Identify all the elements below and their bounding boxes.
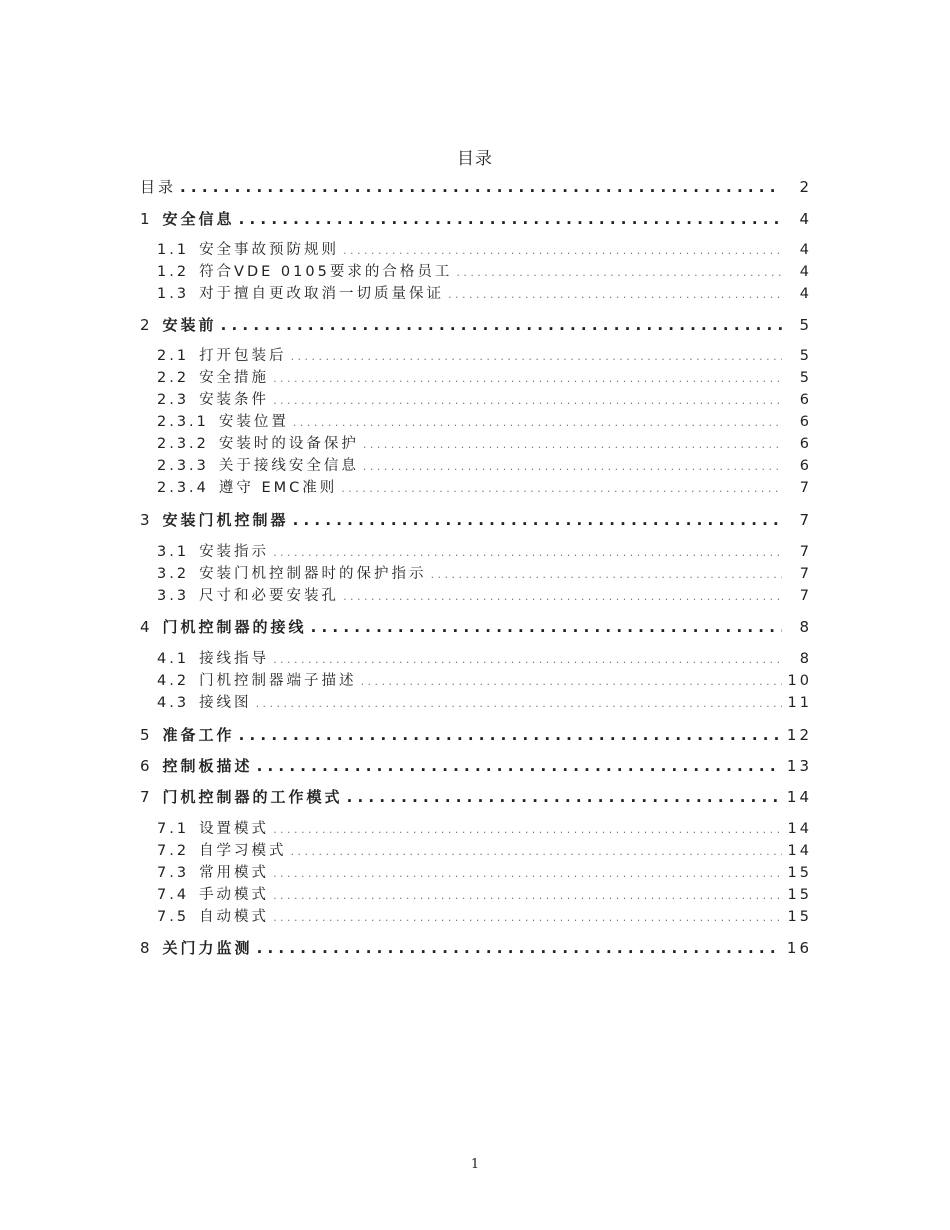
toc-entry[interactable] — [157, 476, 812, 498]
toc-entry[interactable] — [157, 562, 812, 584]
toc-entry[interactable] — [157, 647, 812, 669]
toc-entry-page: 6 — [799, 414, 812, 430]
toc-entry-number: 6 — [140, 757, 153, 775]
toc-entry-title: 关于接线安全信息 — [218, 458, 359, 474]
toc-entry-title: 安装前 — [162, 316, 217, 334]
toc-leader-dots — [239, 210, 782, 228]
toc-entry[interactable] — [140, 314, 812, 336]
toc-entry[interactable] — [157, 366, 812, 388]
toc-leader-dots — [341, 482, 782, 495]
toc-entry[interactable] — [157, 238, 812, 260]
toc-entry-title: 目录 — [140, 178, 177, 196]
toc-leader-dots — [273, 653, 782, 666]
toc-entry-title: 设置模式 — [199, 821, 270, 837]
toc-entry-page: 10 — [787, 673, 812, 689]
toc-entry[interactable] — [140, 208, 812, 230]
toc-entry-page: 6 — [799, 436, 812, 452]
toc-leader-dots — [343, 590, 782, 603]
toc-entry[interactable] — [140, 755, 812, 777]
toc-leader-dots — [456, 266, 782, 279]
toc-leader-dots — [431, 568, 782, 581]
toc-entry-page: 8 — [799, 618, 812, 636]
toc-entry-page: 7 — [799, 480, 812, 496]
toc-entry[interactable] — [140, 786, 812, 808]
toc-entry[interactable] — [157, 584, 812, 606]
toc-entry-number: 7 — [140, 788, 153, 806]
toc-entry-number: 2.1 — [157, 348, 190, 364]
toc-entry[interactable] — [140, 176, 812, 198]
toc-entry-title: 门机控制器的接线 — [162, 618, 307, 636]
toc-entry-title: 安装指示 — [199, 544, 270, 560]
toc-entry-page: 7 — [799, 511, 812, 529]
toc-entry-page: 8 — [799, 651, 812, 667]
toc-entry-number: 2.2 — [157, 370, 190, 386]
toc-entry-title: 安装门机控制器时的保护指示 — [199, 566, 427, 582]
toc-entry-title: 常用模式 — [199, 865, 270, 881]
toc-entry-number: 4.1 — [157, 651, 190, 667]
toc-entry-number: 1.2 — [157, 264, 190, 280]
toc-leader-dots — [256, 697, 782, 710]
toc-entry-title: 手动模式 — [199, 887, 270, 903]
toc-entry-number: 1.1 — [157, 242, 190, 258]
toc-entry-page: 2 — [799, 178, 812, 196]
toc-entry[interactable] — [157, 817, 812, 839]
toc-entry-title: 自学习模式 — [199, 843, 287, 859]
toc-entry-title: 安装位置 — [218, 414, 289, 430]
toc-leader-dots — [221, 316, 782, 334]
toc-entry[interactable] — [157, 883, 812, 905]
toc-entry-title: 符合VDE 0105要求的合格员工 — [199, 264, 453, 280]
toc-leader-dots — [291, 350, 782, 363]
toc-entry-number: 2.3 — [157, 392, 190, 408]
toc-entry-page: 5 — [799, 348, 812, 364]
toc-entry[interactable] — [157, 410, 812, 432]
toc-entry-page: 5 — [799, 316, 812, 334]
toc-leader-dots — [239, 726, 782, 744]
toc-leader-dots — [361, 675, 782, 688]
toc-leader-dots — [293, 511, 782, 529]
toc-entry-title: 安全措施 — [199, 370, 270, 386]
toc-entry[interactable] — [157, 905, 812, 927]
toc-entry-number: 3.2 — [157, 566, 190, 582]
toc-entry-title: 对于擅自更改取消一切质量保证 — [199, 286, 445, 302]
toc-leader-dots — [257, 757, 782, 775]
toc-entry-number: 1.3 — [157, 286, 190, 302]
toc-leader-dots — [273, 889, 782, 902]
toc-entry[interactable] — [157, 861, 812, 883]
toc-entry-page: 5 — [799, 370, 812, 386]
toc-entry-number: 5 — [140, 726, 153, 744]
toc-entry-title: 控制板描述 — [162, 757, 253, 775]
toc-entry-number: 2.3.1 — [157, 414, 209, 430]
toc-entry[interactable] — [157, 344, 812, 366]
toc-entry-number: 3.1 — [157, 544, 190, 560]
toc-leader-dots — [273, 546, 782, 559]
toc-entry-title: 安装时的设备保护 — [218, 436, 359, 452]
toc-entry-number: 2.3.2 — [157, 436, 209, 452]
toc-entry-number: 7.4 — [157, 887, 190, 903]
toc-entry-title: 安装条件 — [199, 392, 270, 408]
toc-leader-dots — [291, 845, 782, 858]
toc-leader-dots — [273, 372, 782, 385]
toc-leader-dots — [293, 416, 782, 429]
toc-entry-number: 4.3 — [157, 695, 190, 711]
toc-entry-title: 接线图 — [199, 695, 252, 711]
toc-leader-dots — [257, 939, 782, 957]
toc-leader-dots — [311, 618, 782, 636]
toc-entry-number: 1 — [140, 210, 153, 228]
toc-entry-page: 7 — [799, 544, 812, 560]
toc-entry[interactable] — [157, 691, 812, 713]
toc-entry[interactable] — [140, 937, 812, 959]
toc-entry-page: 4 — [799, 242, 812, 258]
toc-entry[interactable] — [157, 669, 812, 691]
toc-entry[interactable] — [157, 454, 812, 476]
toc-entry-number: 4.2 — [157, 673, 190, 689]
toc-leader-dots — [343, 244, 782, 257]
toc-entry-page: 14 — [787, 843, 812, 859]
toc-entry[interactable] — [140, 509, 812, 531]
toc-leader-dots — [180, 178, 782, 196]
toc-entry-number: 7.2 — [157, 843, 190, 859]
toc-entry-page: 4 — [799, 210, 812, 228]
page-title: 目录 — [457, 149, 493, 169]
toc-entry-title: 自动模式 — [199, 909, 270, 925]
toc-entry-number: 2.3.4 — [157, 480, 209, 496]
toc-entry-number: 3 — [140, 511, 153, 529]
toc-entry-title: 门机控制器的工作模式 — [162, 788, 343, 806]
toc-entry-number: 2 — [140, 316, 153, 334]
toc-entry-title: 准备工作 — [162, 726, 235, 744]
toc-entry[interactable] — [157, 282, 812, 304]
toc-entry-number: 7.5 — [157, 909, 190, 925]
toc-entry-number: 3.3 — [157, 588, 190, 604]
toc-entry-page: 12 — [786, 726, 812, 744]
toc-entry-title: 安装门机控制器 — [162, 511, 289, 529]
toc-entry[interactable] — [157, 839, 812, 861]
toc-leader-dots — [273, 394, 782, 407]
toc-leader-dots — [273, 867, 782, 880]
toc-entry-page: 14 — [787, 821, 812, 837]
toc-entry-title: 接线指导 — [199, 651, 270, 667]
toc-entry-page: 4 — [799, 286, 812, 302]
toc-entry[interactable] — [157, 432, 812, 454]
toc-entry[interactable] — [157, 260, 812, 282]
toc-entry-title: 尺寸和必要安装孔 — [199, 588, 340, 604]
toc-entry-page: 13 — [786, 757, 812, 775]
toc-entry-title: 安全信息 — [162, 210, 235, 228]
page-number: 1 — [470, 1157, 480, 1172]
toc-entry-page: 6 — [799, 458, 812, 474]
toc-entry[interactable] — [157, 388, 812, 410]
toc-entry-page: 7 — [799, 566, 812, 582]
toc-entry-page: 6 — [799, 392, 812, 408]
toc-leader-dots — [448, 288, 782, 301]
toc-leader-dots — [273, 911, 782, 924]
toc-entry-number: 8 — [140, 939, 153, 957]
toc-entry-page: 7 — [799, 588, 812, 604]
toc-entry-page: 4 — [799, 264, 812, 280]
toc-entry-title: 安全事故预防规则 — [199, 242, 340, 258]
toc-entry-title: 遵守 EMC准则 — [218, 480, 338, 496]
toc-entry-title: 打开包装后 — [199, 348, 287, 364]
toc-entry-number: 4 — [140, 618, 153, 636]
toc-entry-page: 16 — [786, 939, 812, 957]
toc-entry-title: 关门力监测 — [162, 939, 253, 957]
toc-entry-number: 7.3 — [157, 865, 190, 881]
toc-leader-dots — [363, 460, 782, 473]
toc-entry-title: 门机控制器端子描述 — [199, 673, 357, 689]
toc-entry-page: 15 — [787, 865, 812, 881]
toc-leader-dots — [347, 788, 782, 806]
toc-entry[interactable] — [140, 724, 812, 746]
toc-entry[interactable] — [140, 616, 812, 638]
toc-entry-page: 15 — [787, 887, 812, 903]
toc-entry-page: 11 — [787, 695, 812, 711]
toc-entry-page: 14 — [786, 788, 812, 806]
toc-entry-number: 7.1 — [157, 821, 190, 837]
toc-entry-number: 2.3.3 — [157, 458, 209, 474]
toc-leader-dots — [273, 823, 782, 836]
toc-entry-page: 15 — [787, 909, 812, 925]
toc-entry[interactable] — [157, 540, 812, 562]
toc-leader-dots — [363, 438, 782, 451]
